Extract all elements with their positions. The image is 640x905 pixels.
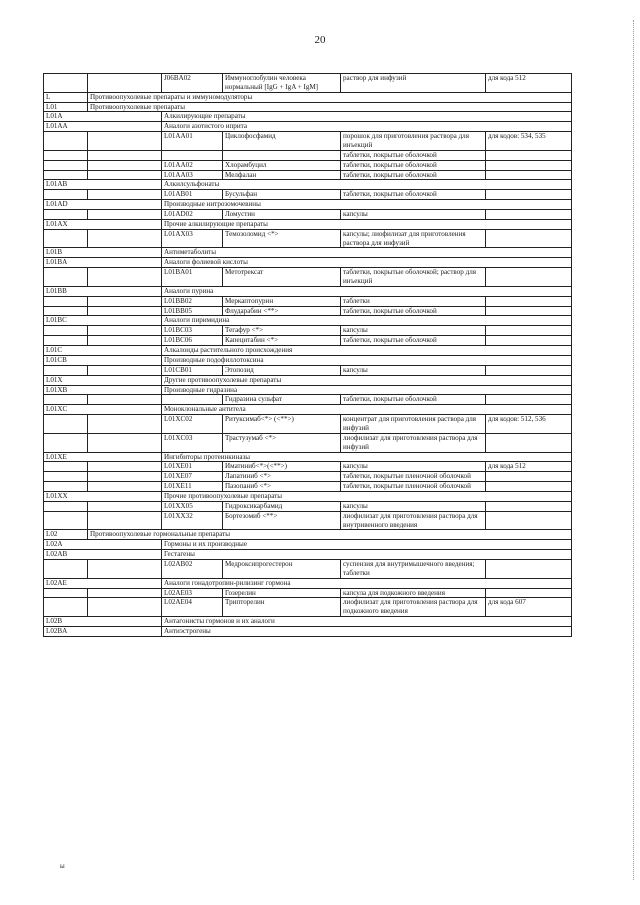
atc-group-cell bbox=[44, 433, 88, 452]
note-cell bbox=[486, 150, 572, 160]
note-cell: для кода 512 bbox=[486, 74, 572, 93]
table-row bbox=[44, 491, 572, 501]
atc-subgroup-cell bbox=[88, 229, 162, 248]
table-row bbox=[44, 617, 572, 627]
atc-subgroup-cell bbox=[88, 150, 162, 160]
dosage-form-cell: таблетки bbox=[341, 296, 486, 306]
atc-group-code: L01X bbox=[44, 375, 162, 385]
atc-code-cell: L01BC06 bbox=[162, 336, 223, 346]
atc-code-cell: L01XE07 bbox=[162, 472, 223, 482]
atc-code-cell: L02AE03 bbox=[162, 588, 223, 598]
note-cell bbox=[486, 365, 572, 375]
note-cell bbox=[486, 472, 572, 482]
table-row bbox=[44, 482, 572, 492]
table-row bbox=[44, 365, 572, 375]
atc-subgroup-cell bbox=[88, 472, 162, 482]
note-cell bbox=[486, 170, 572, 180]
note-cell bbox=[486, 395, 572, 405]
table-row bbox=[44, 316, 572, 326]
dosage-form-cell: таблетки, покрытые пленочной оболочкой bbox=[341, 482, 486, 492]
dosage-form-cell: таблетки, покрытые оболочкой bbox=[341, 306, 486, 316]
table-row bbox=[44, 375, 572, 385]
table-row bbox=[44, 258, 572, 268]
dosage-form-cell: таблетки, покрытые оболочкой bbox=[341, 190, 486, 200]
table-row bbox=[44, 306, 572, 316]
footer-mark: ы bbox=[60, 862, 65, 870]
dosage-form-cell: капсулы bbox=[341, 462, 486, 472]
note-cell bbox=[486, 326, 572, 336]
table-row bbox=[44, 355, 572, 365]
atc-code-cell: L02AE04 bbox=[162, 598, 223, 617]
table-row bbox=[44, 132, 572, 151]
note-cell: для кодов: 512, 536 bbox=[486, 415, 572, 434]
atc-group-cell bbox=[44, 598, 88, 617]
atc-subgroup-cell bbox=[88, 415, 162, 434]
drug-name-cell: Гидразина сульфат bbox=[223, 395, 341, 405]
note-cell bbox=[486, 501, 572, 511]
atc-subgroup-cell bbox=[88, 482, 162, 492]
note-cell bbox=[486, 296, 572, 306]
atc-group-cell bbox=[44, 336, 88, 346]
drug-name-cell: Иматиниб<*>(<**>) bbox=[223, 462, 341, 472]
table-row bbox=[44, 346, 572, 356]
table-row bbox=[44, 210, 572, 220]
atc-subgroup-cell bbox=[88, 74, 162, 93]
table-row bbox=[44, 286, 572, 296]
table-row bbox=[44, 190, 572, 200]
atc-group-cell bbox=[44, 296, 88, 306]
atc-code-cell: L01BB02 bbox=[162, 296, 223, 306]
atc-group-code: L01AD bbox=[44, 200, 162, 210]
table-row bbox=[44, 74, 572, 93]
dosage-form-cell: таблетки, покрытые оболочкой bbox=[341, 395, 486, 405]
table-row bbox=[44, 112, 572, 122]
dosage-form-cell: капсулы bbox=[341, 365, 486, 375]
atc-group-code: L bbox=[44, 92, 88, 102]
table-row bbox=[44, 588, 572, 598]
note-cell bbox=[486, 160, 572, 170]
atc-group-code: L01 bbox=[44, 102, 88, 112]
atc-group-title: Производные подофиллотоксина bbox=[162, 355, 572, 365]
atc-group-title: Прочие алкилирующие препараты bbox=[162, 219, 572, 229]
atc-group-code: L01XB bbox=[44, 385, 162, 395]
table-row bbox=[44, 626, 572, 636]
dosage-form-cell: концентрат для приготовления раствора для инфузий bbox=[341, 415, 486, 434]
drug-name-cell: Хлорамбуцил bbox=[223, 160, 341, 170]
table-row bbox=[44, 405, 572, 415]
atc-group-cell bbox=[44, 150, 88, 160]
atc-group-cell bbox=[44, 132, 88, 151]
drug-name-cell: Тегафур <*> bbox=[223, 326, 341, 336]
atc-group-title: Моноклональные антитела bbox=[162, 405, 572, 415]
atc-group-code: L01XE bbox=[44, 452, 162, 462]
atc-group-code: L01XX bbox=[44, 491, 162, 501]
atc-group-code: L02AE bbox=[44, 578, 162, 588]
atc-code-cell: L01BB05 bbox=[162, 306, 223, 316]
dosage-form-cell: капсулы; лиофилизат для приготовления раствора для инфузий bbox=[341, 229, 486, 248]
atc-group-code: L02AB bbox=[44, 550, 162, 560]
atc-code-cell: L01BA01 bbox=[162, 268, 223, 287]
atc-subgroup-cell bbox=[88, 132, 162, 151]
note-cell bbox=[486, 210, 572, 220]
table-row bbox=[44, 578, 572, 588]
atc-group-cell bbox=[44, 501, 88, 511]
table-row bbox=[44, 462, 572, 472]
table-row bbox=[44, 150, 572, 160]
atc-group-title: Алкалоиды растительного происхождения bbox=[162, 346, 572, 356]
atc-group-code: L01AB bbox=[44, 180, 162, 190]
note-cell: для кода 512 bbox=[486, 462, 572, 472]
table-row bbox=[44, 336, 572, 346]
atc-group-title: Гормоны и их производные bbox=[162, 540, 572, 550]
atc-code-cell: L01AA02 bbox=[162, 160, 223, 170]
page-number: 20 bbox=[314, 34, 326, 46]
atc-code-cell: L01XC03 bbox=[162, 433, 223, 452]
table-row bbox=[44, 200, 572, 210]
atc-group-title: Аналоги фолиевой кислоты bbox=[162, 258, 572, 268]
note-cell bbox=[486, 559, 572, 578]
atc-group-cell bbox=[44, 482, 88, 492]
dosage-form-cell: капсулы bbox=[341, 326, 486, 336]
drug-name-cell: Гидроксикарбамид bbox=[223, 501, 341, 511]
atc-code-cell: L01CB01 bbox=[162, 365, 223, 375]
atc-code-cell: L01XE01 bbox=[162, 462, 223, 472]
atc-group-code: L01AX bbox=[44, 219, 162, 229]
atc-group-cell bbox=[44, 365, 88, 375]
drug-name-cell: Темозоломид <*> bbox=[223, 229, 341, 248]
atc-subgroup-cell bbox=[88, 190, 162, 200]
atc-subgroup-cell bbox=[88, 559, 162, 578]
dosage-form-cell: капсулы bbox=[341, 210, 486, 220]
drug-name-cell: Трастузумаб <*> bbox=[223, 433, 341, 452]
atc-subgroup-cell bbox=[88, 395, 162, 405]
atc-code-cell: L01AX03 bbox=[162, 229, 223, 248]
atc-group-cell bbox=[44, 229, 88, 248]
note-cell bbox=[486, 336, 572, 346]
table-row bbox=[44, 559, 572, 578]
atc-subgroup-cell bbox=[88, 170, 162, 180]
atc-code-cell: L01AD02 bbox=[162, 210, 223, 220]
dosage-form-cell: таблетки, покрытые оболочкой bbox=[341, 170, 486, 180]
atc-group-cell bbox=[44, 306, 88, 316]
dosage-form-cell: таблетки, покрытые пленочной оболочкой bbox=[341, 472, 486, 482]
dosage-form-cell: суспензия для внутримышечного введения; таблетки bbox=[341, 559, 486, 578]
drug-name-cell: Ломустин bbox=[223, 210, 341, 220]
table-row bbox=[44, 268, 572, 287]
atc-group-title: Аналоги азотистого иприта bbox=[162, 122, 572, 132]
atc-code-cell: J06BA02 bbox=[162, 74, 223, 93]
atc-group-cell bbox=[44, 511, 88, 530]
atc-group-title: Производные нитрозомочевины bbox=[162, 200, 572, 210]
note-cell bbox=[486, 268, 572, 287]
atc-group-title: Противоопухолевые препараты и иммуномодуляторы bbox=[88, 92, 572, 102]
table-row bbox=[44, 501, 572, 511]
dosage-form-cell: порошок для приготовления раствора для инъекций bbox=[341, 132, 486, 151]
atc-group-title: Антиметаболиты bbox=[162, 248, 572, 258]
table-row bbox=[44, 296, 572, 306]
atc-group-code: L01XC bbox=[44, 405, 162, 415]
atc-group-code: L02BA bbox=[44, 626, 162, 636]
atc-subgroup-cell bbox=[88, 433, 162, 452]
dosage-form-cell: таблетки, покрытые оболочкой; раствор для инъекций bbox=[341, 268, 486, 287]
atc-code-cell: L01XX32 bbox=[162, 511, 223, 530]
drug-name-cell: Медроксипрогестерон bbox=[223, 559, 341, 578]
atc-group-title: Алкилсульфонаты bbox=[162, 180, 572, 190]
drug-name-cell: Трипторелин bbox=[223, 598, 341, 617]
table-row bbox=[44, 248, 572, 258]
atc-subgroup-cell bbox=[88, 501, 162, 511]
note-cell: для кода 607 bbox=[486, 598, 572, 617]
atc-group-cell bbox=[44, 415, 88, 434]
atc-group-title: Ингибиторы протеинкиназы bbox=[162, 452, 572, 462]
atc-group-title: Производные гидразина bbox=[162, 385, 572, 395]
atc-group-title: Другие противоопухолевые препараты bbox=[162, 375, 572, 385]
atc-group-title: Аналоги пиримидина bbox=[162, 316, 572, 326]
note-cell bbox=[486, 482, 572, 492]
drug-name-cell: Флударабин <**> bbox=[223, 306, 341, 316]
dosage-form-cell: таблетки, покрытые оболочкой bbox=[341, 150, 486, 160]
table-row bbox=[44, 385, 572, 395]
atc-group-title: Антагонисты гормонов и их аналоги bbox=[162, 617, 572, 627]
atc-group-code: L02A bbox=[44, 540, 162, 550]
dosage-form-cell: раствор для инфузий bbox=[341, 74, 486, 93]
atc-code-cell: L01AA01 bbox=[162, 132, 223, 151]
drug-name-cell: Гозерелин bbox=[223, 588, 341, 598]
note-cell bbox=[486, 190, 572, 200]
atc-subgroup-cell bbox=[88, 210, 162, 220]
table-row bbox=[44, 122, 572, 132]
table-row bbox=[44, 170, 572, 180]
table-row bbox=[44, 472, 572, 482]
atc-group-cell bbox=[44, 210, 88, 220]
table-row bbox=[44, 530, 572, 540]
table-row bbox=[44, 511, 572, 530]
note-cell bbox=[486, 229, 572, 248]
atc-subgroup-cell bbox=[88, 336, 162, 346]
drug-name-cell: Мелфалан bbox=[223, 170, 341, 180]
table-row bbox=[44, 598, 572, 617]
atc-group-cell bbox=[44, 588, 88, 598]
atc-subgroup-cell bbox=[88, 268, 162, 287]
atc-group-title: Противоопухолевые гормональные препараты bbox=[88, 530, 572, 540]
drug-name-cell: Бусульфан bbox=[223, 190, 341, 200]
atc-group-code: L02 bbox=[44, 530, 88, 540]
note-cell bbox=[486, 511, 572, 530]
atc-group-cell bbox=[44, 472, 88, 482]
atc-group-title: Аналоги пурина bbox=[162, 286, 572, 296]
note-cell bbox=[486, 588, 572, 598]
table-row bbox=[44, 550, 572, 560]
atc-group-cell bbox=[44, 170, 88, 180]
atc-code-cell: L01XE11 bbox=[162, 482, 223, 492]
atc-subgroup-cell bbox=[88, 160, 162, 170]
atc-code-cell bbox=[162, 150, 223, 160]
atc-group-cell bbox=[44, 559, 88, 578]
drug-name-cell: Иммуноглобулин человека нормальный [IgG + IgA + IgM] bbox=[223, 74, 341, 93]
atc-subgroup-cell bbox=[88, 588, 162, 598]
atc-group-cell bbox=[44, 268, 88, 287]
note-cell bbox=[486, 306, 572, 316]
drug-name-cell bbox=[223, 150, 341, 160]
table-row bbox=[44, 229, 572, 248]
atc-subgroup-cell bbox=[88, 365, 162, 375]
atc-group-code: L02B bbox=[44, 617, 162, 627]
atc-group-cell bbox=[44, 395, 88, 405]
atc-group-code: L01BB bbox=[44, 286, 162, 296]
atc-group-code: L01AA bbox=[44, 122, 162, 132]
dosage-form-cell: таблетки, покрытые оболочкой bbox=[341, 336, 486, 346]
atc-group-code: L01CB bbox=[44, 355, 162, 365]
table-row bbox=[44, 219, 572, 229]
dosage-form-cell: лиофилизат для приготовления раствора для внутривенного введения bbox=[341, 511, 486, 530]
atc-group-cell bbox=[44, 74, 88, 93]
table-row bbox=[44, 540, 572, 550]
atc-subgroup-cell bbox=[88, 326, 162, 336]
atc-group-title: Алкилирующие препараты bbox=[162, 112, 572, 122]
atc-group-title: Прочие противоопухолевые препараты bbox=[162, 491, 572, 501]
dosage-form-cell: капсулы bbox=[341, 501, 486, 511]
atc-group-title: Гестагены bbox=[162, 550, 572, 560]
atc-group-code: L01C bbox=[44, 346, 162, 356]
table-row bbox=[44, 102, 572, 112]
atc-code-cell bbox=[162, 395, 223, 405]
dosage-form-cell: таблетки, покрытые оболочкой bbox=[341, 160, 486, 170]
drug-name-cell: Лапатиниб <*> bbox=[223, 472, 341, 482]
drug-name-cell: Бортезомиб <**> bbox=[223, 511, 341, 530]
atc-code-cell: L01AA03 bbox=[162, 170, 223, 180]
atc-subgroup-cell bbox=[88, 462, 162, 472]
drug-name-cell: Этопозид bbox=[223, 365, 341, 375]
atc-group-code: L01B bbox=[44, 248, 162, 258]
table-row bbox=[44, 180, 572, 190]
atc-group-title: Аналоги гонадотропин-рилизинг гормона bbox=[162, 578, 572, 588]
table-row bbox=[44, 92, 572, 102]
table-row bbox=[44, 160, 572, 170]
atc-subgroup-cell bbox=[88, 306, 162, 316]
atc-group-cell bbox=[44, 462, 88, 472]
drug-name-cell: Капецитабин <*> bbox=[223, 336, 341, 346]
atc-subgroup-cell bbox=[88, 598, 162, 617]
atc-subgroup-cell bbox=[88, 511, 162, 530]
atc-code-cell: L02AB02 bbox=[162, 559, 223, 578]
page-edge-line bbox=[632, 20, 634, 880]
drug-name-cell: Пазопаниб <*> bbox=[223, 482, 341, 492]
note-cell: для кодов: 534, 535 bbox=[486, 132, 572, 151]
atc-code-cell: L01BC03 bbox=[162, 326, 223, 336]
atc-drug-table bbox=[43, 73, 572, 637]
dosage-form-cell: лиофилизат для приготовления раствора для подкожного введения bbox=[341, 598, 486, 617]
dosage-form-cell: капсула для подкожного введения bbox=[341, 588, 486, 598]
atc-code-cell: L01XC02 bbox=[162, 415, 223, 434]
drug-name-cell: Метотрексат bbox=[223, 268, 341, 287]
atc-group-cell bbox=[44, 160, 88, 170]
table-row bbox=[44, 415, 572, 434]
atc-group-cell bbox=[44, 326, 88, 336]
drug-name-cell: Меркаптопурин bbox=[223, 296, 341, 306]
drug-name-cell: Ритуксимаб<*> (<**>) bbox=[223, 415, 341, 434]
atc-group-title: Антиэстрогены bbox=[162, 626, 572, 636]
atc-group-code: L01A bbox=[44, 112, 162, 122]
note-cell bbox=[486, 433, 572, 452]
atc-group-title: Противоопухолевые препараты bbox=[88, 102, 572, 112]
atc-group-cell bbox=[44, 190, 88, 200]
table-row bbox=[44, 395, 572, 405]
table-row bbox=[44, 433, 572, 452]
atc-code-cell: L01XX05 bbox=[162, 501, 223, 511]
table-row bbox=[44, 452, 572, 462]
atc-group-code: L01BA bbox=[44, 258, 162, 268]
drug-name-cell: Циклофосфамид bbox=[223, 132, 341, 151]
dosage-form-cell: лиофилизат для приготовления раствора для инфузий bbox=[341, 433, 486, 452]
table-row bbox=[44, 326, 572, 336]
atc-code-cell: L01AB01 bbox=[162, 190, 223, 200]
atc-group-code: L01BC bbox=[44, 316, 162, 326]
atc-subgroup-cell bbox=[88, 296, 162, 306]
